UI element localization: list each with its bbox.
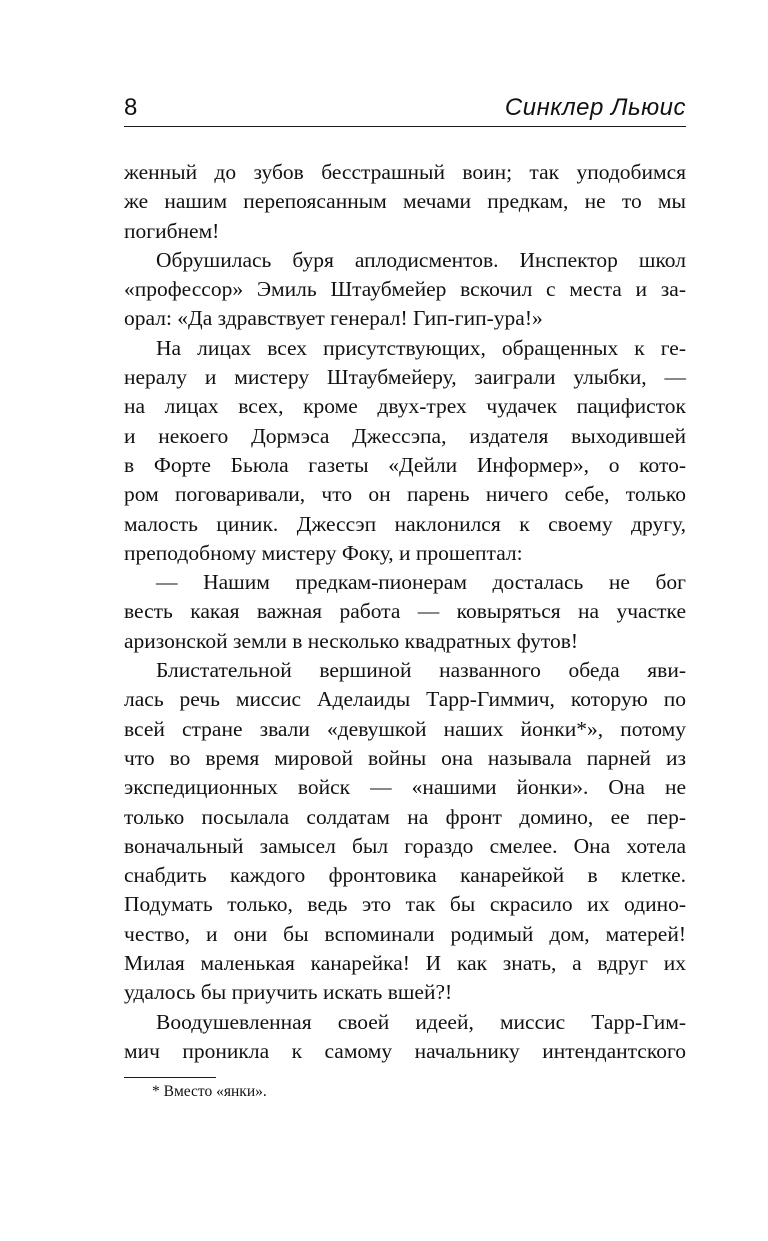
text-line: что во время мировой войны она называла парней из — [124, 745, 686, 770]
text-line: На лицах всех присутствующих, обращенных к ге- — [156, 335, 686, 360]
text-line: ром поговаривали, что он парень ничего себе, только — [124, 482, 686, 507]
text-line: воначальный замысел был гораздо смелее. Она хотела — [124, 833, 686, 858]
text-line: Воодушевленная своей идеей, миссис Тарр-Гим- — [156, 1009, 686, 1034]
text-line: Обрушилась буря аплодисментов. Инспектор школ — [156, 247, 686, 272]
text-line: нералу и мистеру Штаубмейеру, заиграли улыбки, — — [124, 365, 686, 390]
body-text — [124, 158, 686, 1066]
text-line: аризонской земли в несколько квадратных футов! — [124, 628, 579, 653]
text-line: на лицах всех, кроме двух-трех чудачек пацифисток — [124, 394, 686, 419]
running-title: Синклер Льюис — [504, 94, 686, 121]
text-line: снабдить каждого фронтовика канарейкой в клетке. — [124, 863, 686, 888]
text-line: погибнем! — [124, 218, 220, 243]
text-line: удалось бы приучить искать вшей?! — [124, 980, 453, 1005]
footnote-divider — [124, 1077, 216, 1078]
text-line: же нашим перепоясанным мечами предкам, не то мы — [124, 189, 686, 214]
text-line: мич проникла к самому начальнику интендантского — [124, 1038, 686, 1063]
text-line: малость циник. Джессэп наклонился к своему другу, — [124, 511, 686, 536]
text-line: орал: «Да здравствует генерал! Гип-гип-ура!» — [124, 306, 543, 331]
text-line: чество, и они бы вспоминали родимый дом, матерей! — [124, 921, 686, 946]
text-line: женный до зубов бесстрашный воин; так уподобимся — [124, 160, 686, 184]
text-line: — Нашим предкам-пионерам досталась не бог — [156, 570, 686, 595]
footnote: * Вместо «янки». — [152, 1083, 267, 1100]
text-line: экспедиционных войск — «нашими йонки». Она не — [124, 775, 686, 800]
text-line: только посылала солдатам на фронт домино, ее пер- — [124, 804, 686, 829]
text-line: Подумать только, ведь это так бы скрасило их одино- — [124, 892, 686, 917]
text-line: преподобному мистеру Фоку, и прошептал: — [124, 540, 523, 565]
text-line: Милая маленькая канарейка! И как знать, а вдруг их — [124, 951, 686, 976]
page-header — [124, 92, 686, 127]
text-line: и некоего Дормэса Джессэпа, издателя выходившей — [124, 423, 686, 448]
text-line: всей стране звали «девушкой наших йонки*», потому — [124, 716, 686, 741]
text-line: весть какая важная работа — ковыряться на участке — [124, 599, 686, 624]
text-line: лась речь миссис Аделаиды Тарр-Гиммич, которую по — [124, 687, 686, 712]
text-line: Блистательной вершиной названного обеда яви- — [156, 658, 686, 683]
text-line: «профессор» Эмиль Штаубмейер вскочил с места и за- — [124, 277, 686, 302]
text-line: в Форте Бьюла газеты «Дейли Информер», о кото- — [124, 452, 686, 477]
page-number: 8 — [124, 94, 138, 121]
